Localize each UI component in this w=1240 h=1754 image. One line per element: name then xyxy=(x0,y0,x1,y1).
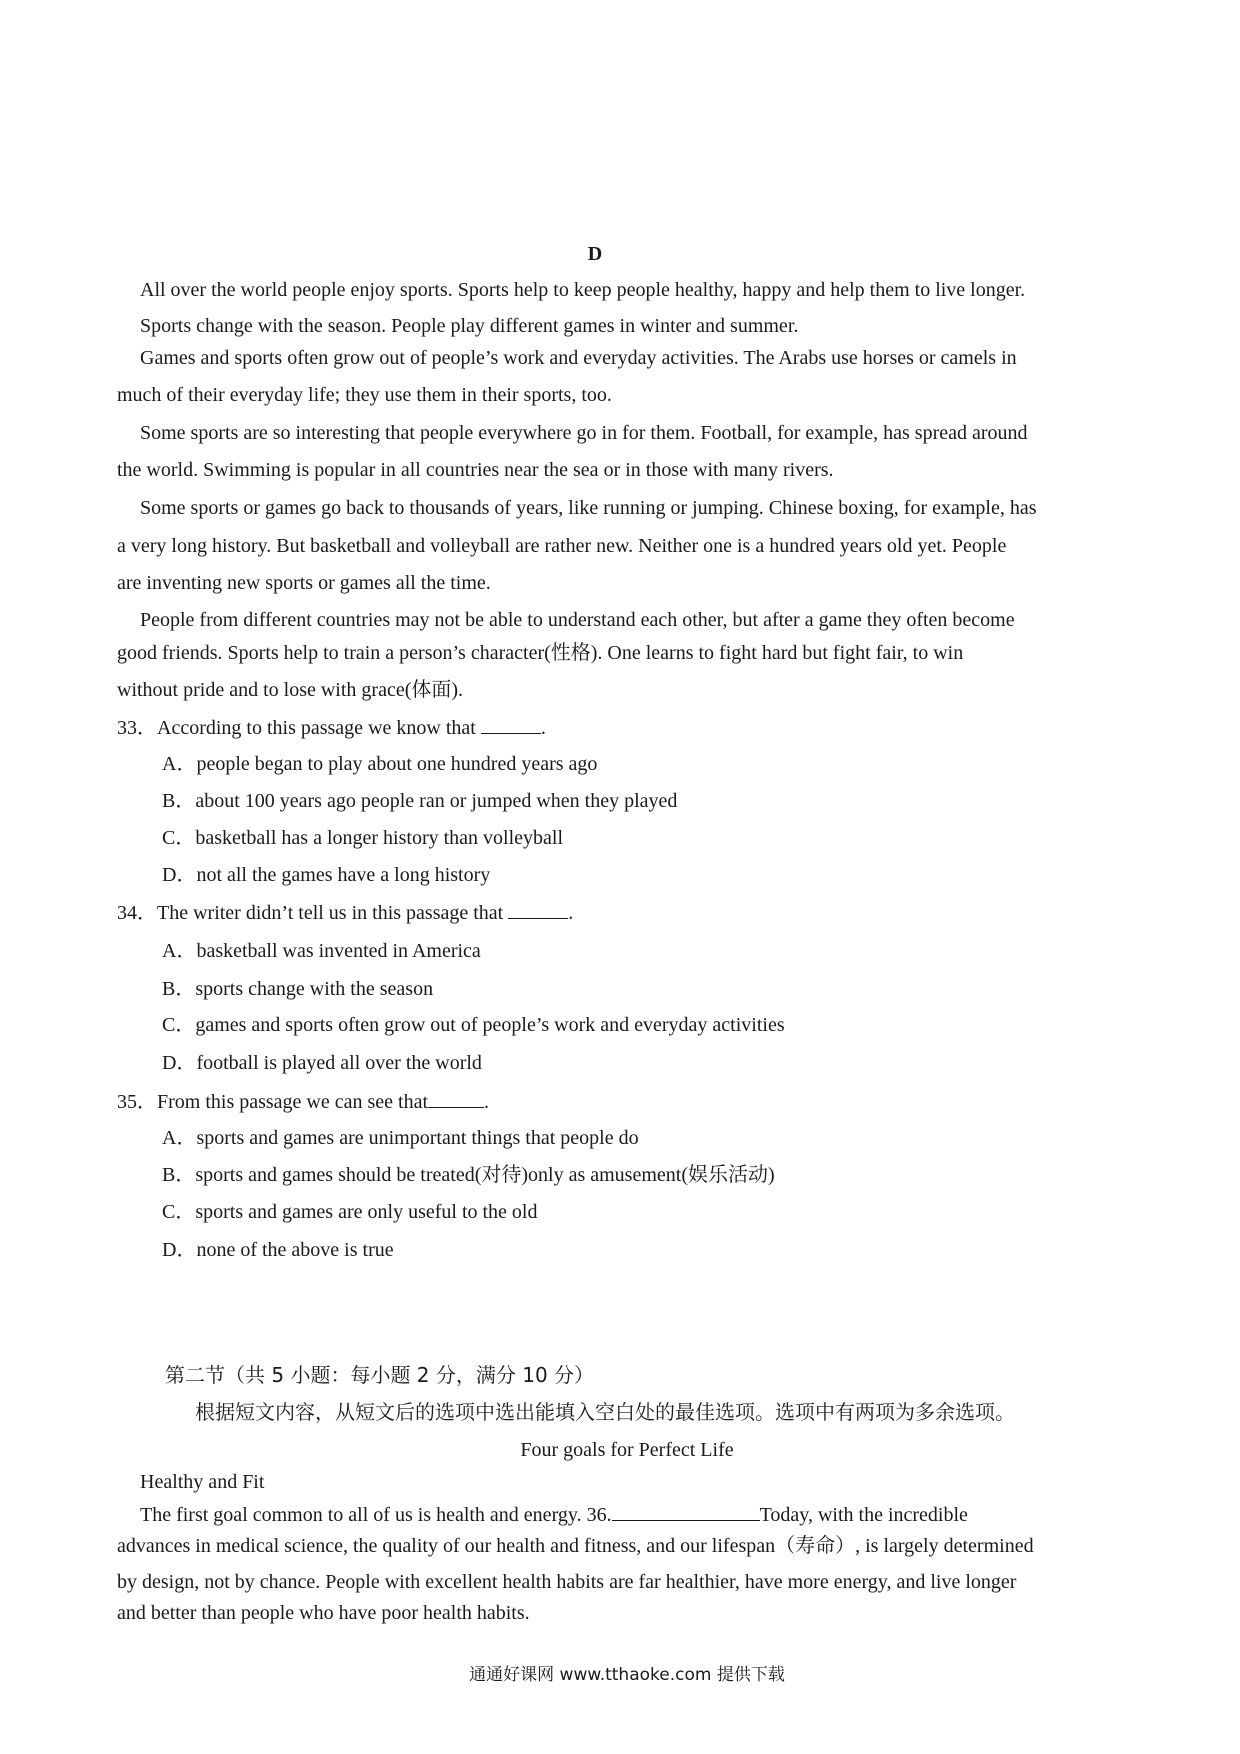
passage-line: good friends. Sports help to train a person’s character(性格). One learns to fight hard but fight fair, to win xyxy=(117,642,964,664)
article-line xyxy=(140,1502,968,1527)
question-option: D．none of the above is true xyxy=(162,1239,394,1261)
question-stem xyxy=(117,900,573,925)
passage-line: People from different countries may not be able to understand each other, but after a game they often become xyxy=(140,609,1015,631)
question-option: C．games and sports often grow out of people’s work and everyday activities xyxy=(162,1014,785,1036)
question-option: C．basketball has a longer history than volleyball xyxy=(162,827,564,849)
article-line: advances in medical science, the quality of our health and fitness, and our lifespan（寿命）, is largely determined xyxy=(117,1535,1034,1557)
question-stem-text: 33．According to this passage we know that xyxy=(117,717,481,739)
article-line: and better than people who have poor health habits. xyxy=(117,1602,530,1624)
answer-blank xyxy=(481,715,541,734)
passage-label: D xyxy=(587,243,603,265)
question-option: B．sports change with the season xyxy=(162,978,434,1000)
section-instruction: 根据短文内容，从短文后的选项中选出能填入空白处的最佳选项。选项中有两项为多余选项。 xyxy=(195,1400,1015,1424)
passage-line: Some sports or games go back to thousands of years, like running or jumping. Chinese boxing, for example, has xyxy=(140,497,1037,519)
section-heading: 第二节（共 5 小题：每小题 2 分，满分 10 分） xyxy=(165,1363,595,1387)
question-option: B．sports and games should be treated(对待)only as amusement(娱乐活动) xyxy=(162,1164,775,1186)
passage-line: are inventing new sports or games all the time. xyxy=(117,572,491,594)
question-option: A．people began to play about one hundred years ago xyxy=(162,753,598,775)
question-option: D．football is played all over the world xyxy=(162,1052,482,1074)
question-option: A．basketball was invented in America xyxy=(162,940,481,962)
question-option: A．sports and games are unimportant things that people do xyxy=(162,1127,639,1149)
article-subheading: Healthy and Fit xyxy=(140,1471,265,1493)
question-option: D．not all the games have a long history xyxy=(162,864,491,886)
question-stem-end: . xyxy=(540,717,546,739)
question-stem-end: . xyxy=(484,1091,490,1113)
answer-blank xyxy=(508,900,568,919)
question-stem-end: . xyxy=(568,902,574,924)
question-stem xyxy=(117,1089,489,1114)
passage-line: much of their everyday life; they use them in their sports, too. xyxy=(117,384,612,406)
question-option: C．sports and games are only useful to the old xyxy=(162,1201,538,1223)
question-option: B．about 100 years ago people ran or jumped when they played xyxy=(162,790,678,812)
passage-line: Games and sports often grow out of people’s work and everyday activities. The Arabs use horses or camels in xyxy=(140,347,1017,369)
question-stem-text: 34．The writer didn’t tell us in this passage that xyxy=(117,902,509,924)
passage-line: without pride and to lose with grace(体面). xyxy=(117,679,464,701)
passage-line: Sports change with the season. People play different games in winter and summer. xyxy=(140,315,799,337)
passage-line: the world. Swimming is popular in all countries near the sea or in those with many rivers. xyxy=(117,459,834,481)
passage-line: All over the world people enjoy sports. Sports help to keep people healthy, happy and help them to live longer. xyxy=(140,279,1026,301)
answer-blank xyxy=(612,1502,760,1521)
question-stem-text: 35．From this passage we can see that xyxy=(117,1091,429,1113)
question-stem xyxy=(117,715,546,740)
article-title: Four goals for Perfect Life xyxy=(520,1439,734,1461)
answer-blank xyxy=(428,1089,484,1108)
article-line-text: The first goal common to all of us is health and energy. 36. xyxy=(140,1504,612,1526)
article-line: by design, not by chance. People with excellent health habits are far healthier, have more energy, and live longer xyxy=(117,1571,1017,1593)
passage-line: a very long history. But basketball and volleyball are rather new. Neither one is a hundred years old yet. People xyxy=(117,535,1007,557)
article-line-text: Today, with the incredible xyxy=(759,1504,968,1526)
passage-line: Some sports are so interesting that people everywhere go in for them. Football, for example, has spread around xyxy=(140,422,1028,444)
page-footer: 通通好课网 www.tthaoke.com 提供下载 xyxy=(469,1665,785,1685)
